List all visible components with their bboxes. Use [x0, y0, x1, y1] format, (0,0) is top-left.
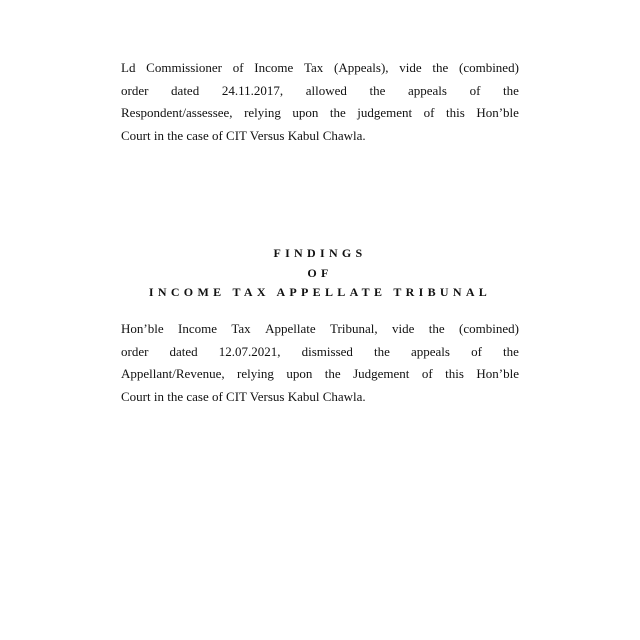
word: of	[471, 343, 482, 359]
paragraph-line: Court in the case of CIT Versus Kabul Chawla.	[121, 388, 366, 404]
word: Income	[178, 321, 217, 336]
word: the	[428, 321, 445, 336]
word: vide	[399, 60, 422, 75]
word: Judgement	[353, 366, 410, 381]
word: Hon’ble	[476, 105, 519, 120]
word: the	[369, 82, 386, 98]
word: the	[503, 343, 519, 359]
word: of	[423, 105, 435, 120]
word: Tax	[304, 60, 324, 75]
word: the	[374, 343, 390, 359]
word: dismissed	[301, 343, 353, 359]
paragraph-line	[121, 57, 519, 80]
word: (combined)	[458, 60, 519, 75]
heading-tribunal-name: INCOME TAX APPELLATE TRIBUNAL	[148, 285, 492, 299]
word: Hon’ble	[476, 366, 519, 381]
word: appeals	[407, 82, 447, 98]
word: order	[121, 343, 149, 359]
word: 12.07.2021,	[218, 343, 281, 359]
paragraph-line: Court in the case of CIT Versus Kabul Chawla.	[121, 127, 366, 143]
paragraph-line	[121, 341, 519, 364]
word: Commissioner	[146, 60, 223, 75]
word: vide	[391, 321, 415, 336]
itat-findings-paragraph	[121, 318, 519, 408]
word: Hon’ble	[121, 321, 164, 336]
word: Appellate	[265, 321, 316, 336]
word: the	[329, 105, 346, 120]
word: order	[121, 82, 149, 98]
word: (combined)	[459, 321, 519, 336]
paragraph-line	[121, 363, 519, 386]
cit-appeals-paragraph	[121, 57, 519, 147]
paragraph-line	[121, 102, 519, 125]
word: upon	[292, 105, 319, 120]
word: Appellant/Revenue,	[121, 366, 225, 381]
word: the	[324, 366, 341, 381]
word: dated	[171, 82, 200, 98]
word: allowed	[305, 82, 347, 98]
word: Respondent/assessee,	[121, 105, 233, 120]
word: Tax	[231, 321, 251, 336]
word: relying	[237, 366, 274, 381]
word: of	[469, 82, 481, 98]
word: Tribunal,	[330, 321, 378, 336]
word: judgement	[357, 105, 413, 120]
word: of	[232, 60, 244, 75]
word: relying	[244, 105, 281, 120]
word: the	[432, 60, 449, 75]
word: the	[503, 82, 519, 98]
word: Ld	[121, 60, 136, 75]
word: of	[421, 366, 433, 381]
word: dated	[169, 343, 198, 359]
paragraph-line	[121, 80, 519, 103]
word: (Appeals),	[334, 60, 389, 75]
word: 24.11.2017,	[221, 82, 284, 98]
heading-findings: FINDINGS	[273, 246, 367, 260]
word: upon	[286, 366, 313, 381]
paragraph-line	[121, 318, 519, 341]
word: appeals	[411, 343, 450, 359]
word: this	[446, 105, 465, 120]
word: Income	[254, 60, 294, 75]
word: this	[445, 366, 464, 381]
heading-of: OF	[307, 266, 333, 280]
